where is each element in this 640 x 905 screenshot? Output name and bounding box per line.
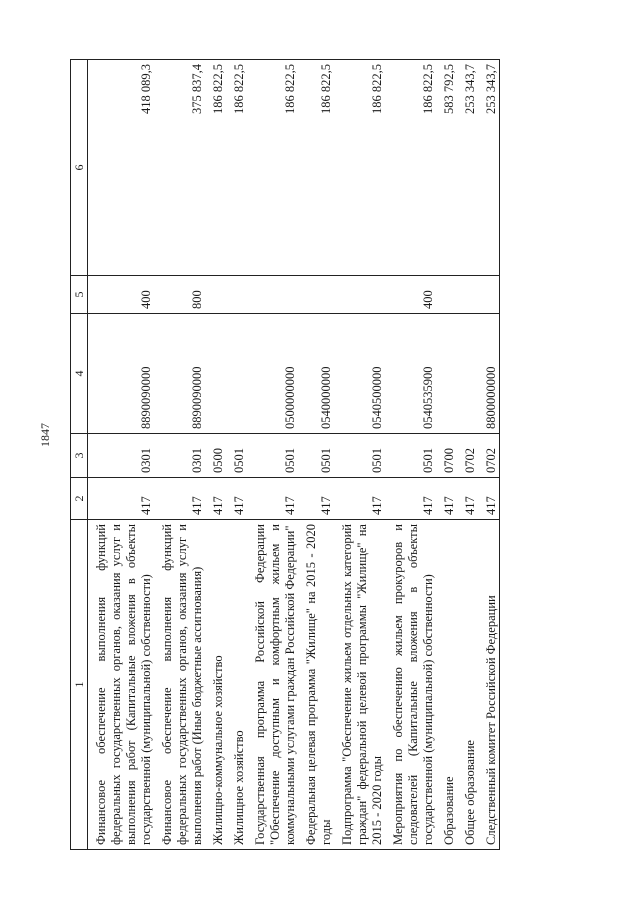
row-code-cell: 417 (205, 478, 226, 520)
row-name-cell: Подпрограмма "Обеспечение жильем отдельных категорий граждан" федеральной целевой программы "Жилище" на 2015 - 2020 годы (334, 520, 385, 850)
table-row (226, 60, 247, 850)
row-name-cell: Федеральная целевая программа "Жилище" на 2015 - 2020 годы (298, 520, 334, 850)
row-amount-cell: 186 822,5 (205, 60, 226, 276)
table-row (298, 60, 334, 850)
row-section-cell: 0301 (88, 434, 155, 478)
row-amount-cell: 186 822,5 (298, 60, 334, 276)
column-header: 3 (71, 434, 88, 478)
row-target-cell: 0500000000 (247, 314, 298, 434)
table-row (334, 60, 385, 850)
column-header: 1 (71, 520, 88, 850)
row-code-cell: 417 (88, 478, 155, 520)
row-vr-cell (205, 276, 226, 314)
row-target-cell: 0540000000 (298, 314, 334, 434)
row-target-cell (226, 314, 247, 434)
row-target-cell: 0540500000 (334, 314, 385, 434)
row-code-cell: 417 (298, 478, 334, 520)
row-amount-cell: 186 822,5 (247, 60, 298, 276)
row-code-cell: 417 (478, 478, 500, 520)
row-name-cell: Следственный комитет Российской Федерации (478, 520, 500, 850)
row-vr-cell: 800 (154, 276, 205, 314)
row-section-cell: 0301 (154, 434, 205, 478)
column-header: 2 (71, 478, 88, 520)
row-code-cell: 417 (226, 478, 247, 520)
row-target-cell (436, 314, 457, 434)
table-row (385, 60, 436, 850)
row-name-cell: Мероприятия по обеспечению жильем прокуроров и следователей (Капитальные вложения в объекты государственной (муниципальной) собственности) (385, 520, 436, 850)
row-target-cell: 8800000000 (478, 314, 500, 434)
row-target-cell (457, 314, 478, 434)
row-name-cell: Общее образование (457, 520, 478, 850)
row-amount-cell: 186 822,5 (385, 60, 436, 276)
page-number: 1847 (38, 423, 52, 447)
row-vr-cell (226, 276, 247, 314)
row-name-cell: Образование (436, 520, 457, 850)
row-section-cell: 0501 (226, 434, 247, 478)
header-row (71, 60, 88, 850)
row-vr-cell (478, 276, 500, 314)
column-header: 6 (71, 60, 88, 276)
row-amount-cell: 253 343,7 (478, 60, 500, 276)
row-vr-cell (457, 276, 478, 314)
row-amount-cell: 375 837,4 (154, 60, 205, 276)
row-amount-cell: 186 822,5 (334, 60, 385, 276)
table-row (88, 60, 155, 850)
row-section-cell: 0501 (334, 434, 385, 478)
row-code-cell: 417 (247, 478, 298, 520)
row-section-cell: 0501 (385, 434, 436, 478)
row-section-cell: 0501 (247, 434, 298, 478)
table-row (457, 60, 478, 850)
row-name-cell: Финансовое обеспечение выполнения функций федеральных государственных органов, оказания услуг и выполнения работ (Капитальные вложения в объекты государственной (муниципальной) собственности) (88, 520, 155, 850)
row-name-cell: Государственная программа Российской Федерации "Обеспечение доступным и комфортным жильем и коммунальными услугами граждан Российской Федерации" (247, 520, 298, 850)
row-vr-cell (436, 276, 457, 314)
table-row (205, 60, 226, 850)
row-code-cell: 417 (154, 478, 205, 520)
row-section-cell: 0702 (457, 434, 478, 478)
row-code-cell: 417 (334, 478, 385, 520)
column-header: 5 (71, 276, 88, 314)
row-target-cell: 8890090000 (154, 314, 205, 434)
row-name-cell: Жилищное хозяйство (226, 520, 247, 850)
row-target-cell: 0540535900 (385, 314, 436, 434)
table-row (436, 60, 457, 850)
row-code-cell: 417 (457, 478, 478, 520)
row-name-cell: Финансовое обеспечение выполнения функций федеральных государственных органов, оказания услуг и выполнения работ (Иные бюджетные ассигнования) (154, 520, 205, 850)
row-code-cell: 417 (436, 478, 457, 520)
rotated-table-container (70, 60, 590, 850)
row-name-cell: Жилищно-коммунальное хозяйство (205, 520, 226, 850)
row-section-cell: 0700 (436, 434, 457, 478)
row-section-cell: 0501 (298, 434, 334, 478)
row-vr-cell: 400 (88, 276, 155, 314)
table-row (247, 60, 298, 850)
budget-table (70, 59, 500, 850)
row-amount-cell: 418 089,3 (88, 60, 155, 276)
row-vr-cell (247, 276, 298, 314)
row-section-cell: 0702 (478, 434, 500, 478)
row-amount-cell: 583 792,5 (436, 60, 457, 276)
table-row (478, 60, 500, 850)
row-target-cell: 8890090000 (88, 314, 155, 434)
row-section-cell: 0500 (205, 434, 226, 478)
row-code-cell: 417 (385, 478, 436, 520)
column-header: 4 (71, 314, 88, 434)
row-vr-cell (298, 276, 334, 314)
table-row (154, 60, 205, 850)
row-amount-cell: 253 343,7 (457, 60, 478, 276)
row-target-cell (205, 314, 226, 434)
row-vr-cell (334, 276, 385, 314)
row-vr-cell: 400 (385, 276, 436, 314)
row-amount-cell: 186 822,5 (226, 60, 247, 276)
